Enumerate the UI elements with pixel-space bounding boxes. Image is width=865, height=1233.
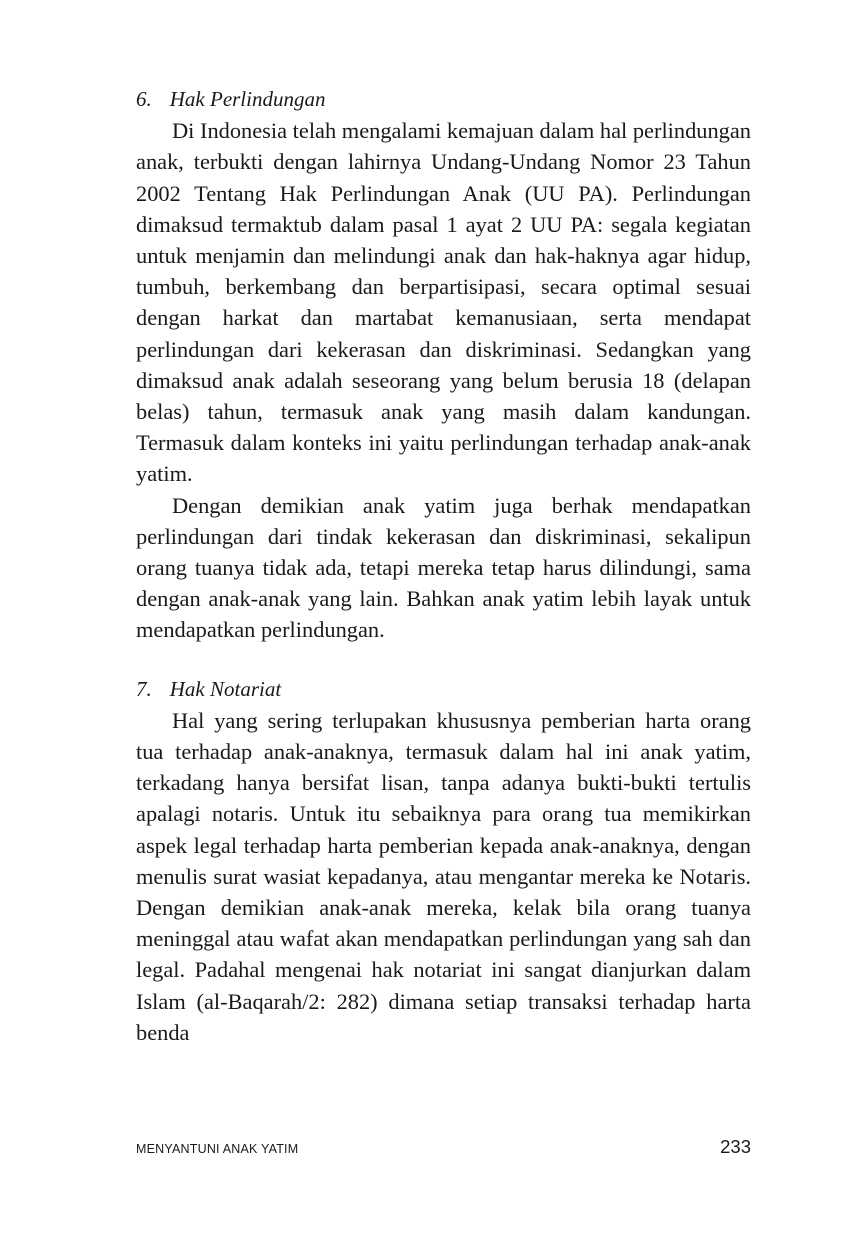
running-footer-title: MENYANTUNI ANAK YATIM [136,1142,299,1156]
section-heading [136,674,751,705]
paragraph: Hal yang sering terlupakan khususnya pemberian harta orang tua terhadap anak-anaknya, termasuk dalam hal ini anak yatim, terkadang hanya bersifat lisan, tanpa adanya bukti-bukti tertulis apalagi notaris. Untuk itu sebaiknya para orang tua memikirkan aspek legal terhadap harta pemberian kepada anak-anaknya, dengan menulis surat wasiat kepadanya, atau mengantar mereka ke Notaris. Dengan demikian anak-anak mereka, kelak bila orang tuanya meninggal atau wafat akan mendapatkan perlindungan yang sah dan legal. Padahal mengenai hak notariat ini sangat dianjurkan dalam Islam (al-Baqarah/2: 282) dimana setiap transaksi terhadap harta benda [136,707,751,1045]
paragraph: Dengan demikian anak yatim juga berhak mendapatkan perlindungan dari tindak kekerasan dan diskriminasi, sekalipun orang tuanya tidak ada, tetapi mereka tetap harus dilindungi, sama dengan anak-anak yang lain. Bahkan anak yatim lebih layak untuk mendapatkan perlindungan. [136,492,751,643]
section-spacer [136,646,751,674]
paragraph: Di Indonesia telah mengalami kemajuan dalam hal perlindungan anak, terbukti dengan lahirnya Undang-Undang Nomor 23 Tahun 2002 Tentang Hak Perlindungan Anak (UU PA). Perlindungan dimaksud termaktub dalam pasal 1 ayat 2 UU PA: segala kegiatan untuk menjamin dan melindungi anak dan hak-haknya agar hidup, tumbuh, berkembang dan berpartisipasi, secara optimal sesuai dengan harkat dan martabat kemanusiaan, serta mendapat perlindungan dari kekerasan dan diskriminasi. Sedangkan yang dimaksud anak adalah seseorang yang belum berusia 18 (delapan belas) tahun, termasuk anak yang masih dalam kandungan. Termasuk dalam konteks ini yaitu perlindungan terhadap anak-anak yatim. [136,118,751,487]
page-footer [136,1136,751,1158]
section-number: 7. [136,676,152,701]
section-title: Hak Notariat [169,676,282,701]
page-number: 233 [720,1136,751,1157]
page-body [136,84,751,1048]
section-heading [136,84,751,115]
section-number: 6. [136,87,152,111]
section-title: Hak Perlindungan [169,87,326,111]
